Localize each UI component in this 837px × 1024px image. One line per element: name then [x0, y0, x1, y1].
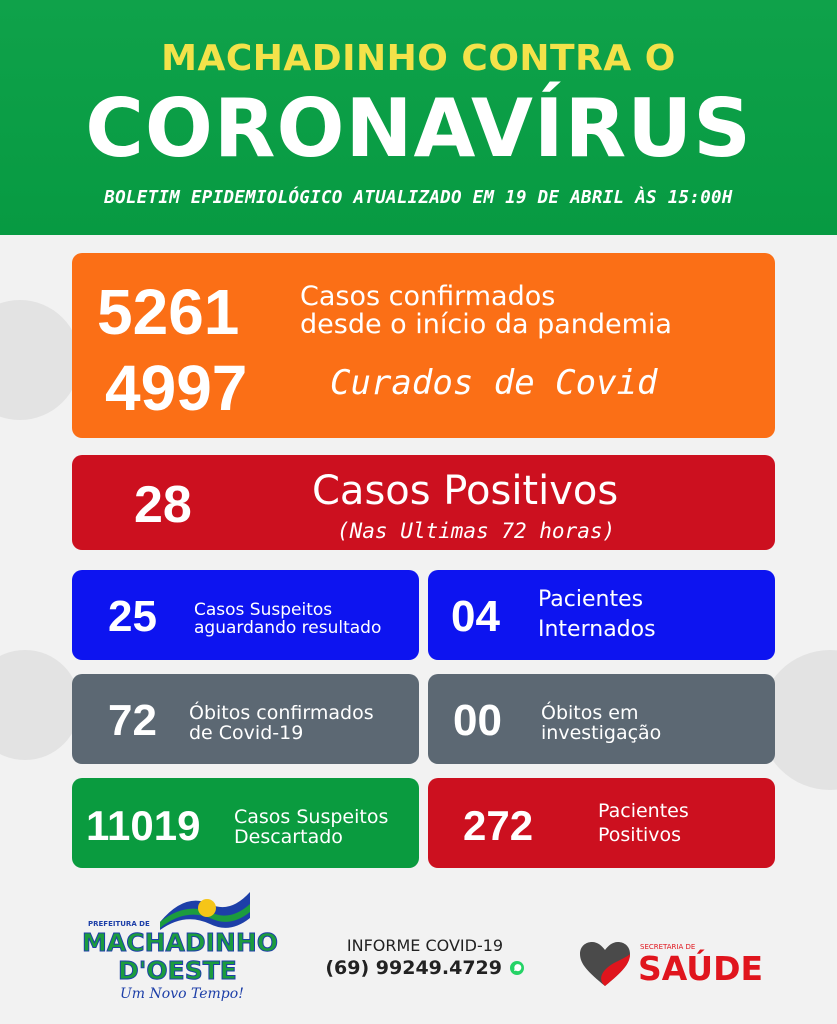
header-title: CORONAVÍRUS: [85, 82, 752, 175]
bulletin-date: BOLETIM EPIDEMIOLÓGICO ATUALIZADO EM 19 DE ABRIL ÀS 15:00H: [104, 188, 733, 208]
deaths-label-1: Óbitos confirmados: [189, 702, 374, 724]
secretaria-saude-logo: [578, 935, 778, 995]
deaths-investigation-card: [428, 674, 775, 764]
suspected-count: 25: [108, 592, 157, 641]
discarded-label-1: Casos Suspeitos: [234, 806, 389, 828]
positive-cases-card: [72, 455, 775, 550]
hospitalized-count: 04: [451, 592, 500, 641]
informe-phone-row: [310, 957, 540, 979]
flag-sun-icon: [155, 882, 255, 932]
logo-name-1: MACHADINHO: [82, 928, 278, 957]
deaths-card: [72, 674, 419, 764]
cured-label: Curados de Covid: [330, 363, 658, 403]
discarded-card: [72, 778, 419, 868]
confirmed-label-1: Casos confirmados: [300, 281, 556, 312]
logo-slogan: Um Novo Tempo!: [120, 986, 244, 1002]
cured-count: 4997: [105, 352, 248, 424]
header-banner: [0, 0, 837, 235]
logo-name-2: D'OESTE: [118, 956, 237, 985]
positive-sublabel: (Nas Ultimas 72 horas): [337, 519, 616, 543]
positive-patients-count: 272: [463, 802, 534, 849]
positive-count: 28: [134, 476, 192, 534]
deaths-investigation-count: 00: [453, 696, 502, 745]
informe-covid-contact: [310, 936, 540, 979]
logo-prefeitura-text: PREFEITURA DE: [88, 920, 150, 928]
header-subtitle: MACHADINHO CONTRA O: [161, 38, 676, 79]
informe-phone: (69) 99249.4729: [325, 957, 502, 979]
saude-small-text: SECRETARIA DE: [640, 943, 696, 951]
informe-title: INFORME COVID-19: [346, 936, 504, 955]
hospitalized-label-2: Internados: [538, 617, 656, 642]
discarded-label-2: Descartado: [234, 826, 343, 848]
hospitalized-card: [428, 570, 775, 660]
deaths-label-2: de Covid-19: [189, 722, 304, 744]
background-virus-shape: [0, 650, 80, 760]
saude-big-text: SAÚDE: [638, 949, 764, 988]
deaths-count: 72: [108, 696, 157, 745]
suspected-cases-card: [72, 570, 419, 660]
hospitalized-label-1: Pacientes: [538, 587, 644, 612]
deaths-investigation-label-1: Óbitos em: [541, 702, 639, 724]
positive-label: Casos Positivos: [312, 468, 619, 514]
suspected-label-1: Casos Suspeitos: [194, 600, 333, 620]
suspected-label-2: aguardando resultado: [194, 618, 382, 638]
deaths-investigation-label-2: investigação: [541, 722, 662, 744]
positive-patients-label-2: Positivos: [598, 824, 682, 846]
background-virus-shape: [0, 300, 80, 420]
positive-patients-card: [428, 778, 775, 868]
confirmed-count: 5261: [97, 276, 240, 348]
confirmed-label-2: desde o início da pandemia: [300, 309, 672, 340]
discarded-count: 11019: [86, 802, 201, 849]
municipality-logo: [80, 880, 278, 1010]
whatsapp-icon: [509, 960, 525, 976]
confirmed-cured-card: [72, 253, 775, 438]
positive-patients-label-1: Pacientes: [598, 800, 689, 822]
heart-icon: [578, 940, 633, 990]
